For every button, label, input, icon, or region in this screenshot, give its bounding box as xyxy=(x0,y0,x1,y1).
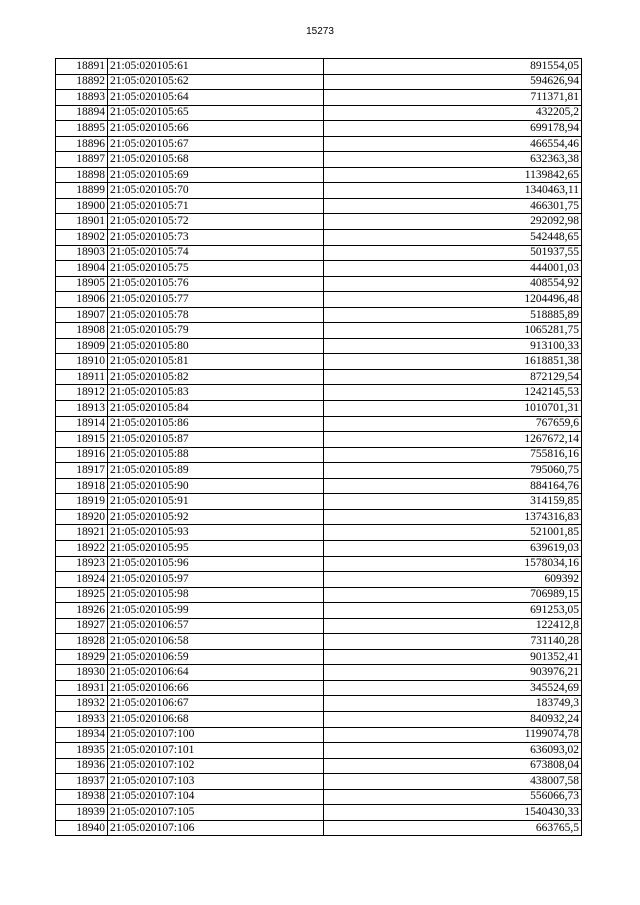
cadastral-number-cell: 21:05:020107:104 xyxy=(108,789,324,805)
cadastral-number-cell: 21:05:020105:78 xyxy=(108,307,324,323)
table-row xyxy=(56,416,582,432)
row-number-cell: 18902 xyxy=(56,230,108,246)
table-row xyxy=(56,463,582,479)
row-number-cell: 18928 xyxy=(56,634,108,650)
cadastral-number-cell: 21:05:020105:74 xyxy=(108,245,324,261)
value-cell: 663765,5 xyxy=(324,820,582,836)
cadastral-number-cell: 21:05:020105:90 xyxy=(108,478,324,494)
cadastral-number-cell: 21:05:020105:97 xyxy=(108,572,324,588)
table-row xyxy=(56,354,582,370)
value-cell: 901352,41 xyxy=(324,649,582,665)
table-body xyxy=(56,59,582,836)
table-row xyxy=(56,245,582,261)
cadastral-number-cell: 21:05:020106:67 xyxy=(108,696,324,712)
table-row xyxy=(56,121,582,137)
table-row xyxy=(56,820,582,836)
value-cell: 891554,05 xyxy=(324,59,582,75)
cadastral-number-cell: 21:05:020105:76 xyxy=(108,276,324,292)
row-number-cell: 18936 xyxy=(56,758,108,774)
cadastral-number-cell: 21:05:020105:77 xyxy=(108,292,324,308)
table-row xyxy=(56,711,582,727)
row-number-cell: 18916 xyxy=(56,447,108,463)
table-row xyxy=(56,214,582,230)
value-cell: 872129,54 xyxy=(324,369,582,385)
cadastral-number-cell: 21:05:020107:105 xyxy=(108,805,324,821)
row-number-cell: 18913 xyxy=(56,401,108,417)
value-cell: 1540430,33 xyxy=(324,805,582,821)
cadastral-number-cell: 21:05:020106:68 xyxy=(108,711,324,727)
row-number-cell: 18917 xyxy=(56,463,108,479)
table-row xyxy=(56,167,582,183)
cadastral-number-cell: 21:05:020105:66 xyxy=(108,121,324,137)
row-number-cell: 18926 xyxy=(56,603,108,619)
table-row xyxy=(56,556,582,572)
value-cell: 1242145,53 xyxy=(324,385,582,401)
row-number-cell: 18904 xyxy=(56,261,108,277)
row-number-cell: 18923 xyxy=(56,556,108,572)
row-number-cell: 18899 xyxy=(56,183,108,199)
row-number-cell: 18937 xyxy=(56,774,108,790)
row-number-cell: 18920 xyxy=(56,509,108,525)
row-number-cell: 18922 xyxy=(56,540,108,556)
table-row xyxy=(56,587,582,603)
value-cell: 609392 xyxy=(324,572,582,588)
cadastral-number-cell: 21:05:020105:96 xyxy=(108,556,324,572)
table-row xyxy=(56,292,582,308)
cadastral-number-cell: 21:05:020106:58 xyxy=(108,634,324,650)
row-number-cell: 18897 xyxy=(56,152,108,168)
table-row xyxy=(56,572,582,588)
table-row xyxy=(56,758,582,774)
cadastral-number-cell: 21:05:020105:68 xyxy=(108,152,324,168)
table-row xyxy=(56,90,582,106)
row-number-cell: 18907 xyxy=(56,307,108,323)
table-row xyxy=(56,401,582,417)
cadastral-number-cell: 21:05:020105:72 xyxy=(108,214,324,230)
table-row xyxy=(56,540,582,556)
cadastral-number-cell: 21:05:020105:86 xyxy=(108,416,324,432)
value-cell: 1065281,75 xyxy=(324,323,582,339)
table-row xyxy=(56,432,582,448)
row-number-cell: 18935 xyxy=(56,743,108,759)
value-cell: 1618851,38 xyxy=(324,354,582,370)
row-number-cell: 18930 xyxy=(56,665,108,681)
row-number-cell: 18903 xyxy=(56,245,108,261)
table-row xyxy=(56,74,582,90)
row-number-cell: 18912 xyxy=(56,385,108,401)
value-cell: 1010701,31 xyxy=(324,401,582,417)
table-row xyxy=(56,649,582,665)
cadastral-number-cell: 21:05:020105:84 xyxy=(108,401,324,417)
cadastral-number-cell: 21:05:020105:99 xyxy=(108,603,324,619)
row-number-cell: 18932 xyxy=(56,696,108,712)
cadastral-number-cell: 21:05:020106:64 xyxy=(108,665,324,681)
cadastral-number-cell: 21:05:020106:59 xyxy=(108,649,324,665)
value-cell: 903976,21 xyxy=(324,665,582,681)
cadastral-number-cell: 21:05:020105:67 xyxy=(108,136,324,152)
cadastral-number-cell: 21:05:020106:57 xyxy=(108,618,324,634)
value-cell: 314159,85 xyxy=(324,494,582,510)
value-cell: 1199074,78 xyxy=(324,727,582,743)
row-number-cell: 18909 xyxy=(56,338,108,354)
value-cell: 1578034,16 xyxy=(324,556,582,572)
cadastral-number-cell: 21:05:020105:75 xyxy=(108,261,324,277)
row-number-cell: 18940 xyxy=(56,820,108,836)
row-number-cell: 18929 xyxy=(56,649,108,665)
row-number-cell: 18914 xyxy=(56,416,108,432)
table-row xyxy=(56,261,582,277)
cadastral-number-cell: 21:05:020107:101 xyxy=(108,743,324,759)
row-number-cell: 18894 xyxy=(56,105,108,121)
value-cell: 636093,02 xyxy=(324,743,582,759)
value-cell: 444001,03 xyxy=(324,261,582,277)
page-number: 15273 xyxy=(306,26,334,37)
cadastral-number-cell: 21:05:020105:65 xyxy=(108,105,324,121)
cadastral-number-cell: 21:05:020105:81 xyxy=(108,354,324,370)
cadastral-number-cell: 21:05:020105:83 xyxy=(108,385,324,401)
value-cell: 840932,24 xyxy=(324,711,582,727)
value-cell: 466301,75 xyxy=(324,198,582,214)
cadastral-number-cell: 21:05:020105:61 xyxy=(108,59,324,75)
row-number-cell: 18933 xyxy=(56,711,108,727)
value-cell: 884164,76 xyxy=(324,478,582,494)
value-cell: 594626,94 xyxy=(324,74,582,90)
row-number-cell: 18891 xyxy=(56,59,108,75)
value-cell: 518885,89 xyxy=(324,307,582,323)
table-row xyxy=(56,447,582,463)
value-cell: 639619,03 xyxy=(324,540,582,556)
table-row xyxy=(56,494,582,510)
value-cell: 292092,98 xyxy=(324,214,582,230)
row-number-cell: 18927 xyxy=(56,618,108,634)
cadastral-number-cell: 21:05:020107:100 xyxy=(108,727,324,743)
row-number-cell: 18918 xyxy=(56,478,108,494)
cadastral-number-cell: 21:05:020107:106 xyxy=(108,820,324,836)
cadastral-number-cell: 21:05:020105:71 xyxy=(108,198,324,214)
table-row xyxy=(56,59,582,75)
row-number-cell: 18931 xyxy=(56,680,108,696)
row-number-cell: 18901 xyxy=(56,214,108,230)
table-row xyxy=(56,789,582,805)
row-number-cell: 18906 xyxy=(56,292,108,308)
table-row xyxy=(56,525,582,541)
row-number-cell: 18911 xyxy=(56,369,108,385)
value-cell: 755816,16 xyxy=(324,447,582,463)
value-cell: 466554,46 xyxy=(324,136,582,152)
value-cell: 432205,2 xyxy=(324,105,582,121)
table-row xyxy=(56,478,582,494)
value-cell: 183749,3 xyxy=(324,696,582,712)
table-row xyxy=(56,774,582,790)
table-row xyxy=(56,323,582,339)
table-row xyxy=(56,509,582,525)
value-cell: 767659,6 xyxy=(324,416,582,432)
table-row xyxy=(56,696,582,712)
table-row xyxy=(56,276,582,292)
row-number-cell: 18915 xyxy=(56,432,108,448)
table-row xyxy=(56,743,582,759)
table-row xyxy=(56,105,582,121)
row-number-cell: 18910 xyxy=(56,354,108,370)
cadastral-number-cell: 21:05:020107:102 xyxy=(108,758,324,774)
cadastral-number-cell: 21:05:020105:89 xyxy=(108,463,324,479)
value-cell: 501937,55 xyxy=(324,245,582,261)
value-cell: 673808,04 xyxy=(324,758,582,774)
value-cell: 1374316,83 xyxy=(324,509,582,525)
row-number-cell: 18895 xyxy=(56,121,108,137)
row-number-cell: 18919 xyxy=(56,494,108,510)
cadastral-number-cell: 21:05:020105:87 xyxy=(108,432,324,448)
row-number-cell: 18893 xyxy=(56,90,108,106)
row-number-cell: 18934 xyxy=(56,727,108,743)
row-number-cell: 18892 xyxy=(56,74,108,90)
table-row xyxy=(56,136,582,152)
row-number-cell: 18896 xyxy=(56,136,108,152)
row-number-cell: 18925 xyxy=(56,587,108,603)
cadastral-number-cell: 21:05:020105:62 xyxy=(108,74,324,90)
table-row xyxy=(56,307,582,323)
table-row xyxy=(56,727,582,743)
cadastral-number-cell: 21:05:020105:82 xyxy=(108,369,324,385)
value-cell: 731140,28 xyxy=(324,634,582,650)
cadastral-number-cell: 21:05:020105:93 xyxy=(108,525,324,541)
value-cell: 632363,38 xyxy=(324,152,582,168)
cadastral-number-cell: 21:05:020105:79 xyxy=(108,323,324,339)
value-cell: 122412,8 xyxy=(324,618,582,634)
row-number-cell: 18924 xyxy=(56,572,108,588)
row-number-cell: 18905 xyxy=(56,276,108,292)
table-row xyxy=(56,230,582,246)
cadastral-number-cell: 21:05:020105:80 xyxy=(108,338,324,354)
value-cell: 1139842,65 xyxy=(324,167,582,183)
cadastral-number-cell: 21:05:020105:92 xyxy=(108,509,324,525)
cadastral-number-cell: 21:05:020105:64 xyxy=(108,90,324,106)
value-cell: 691253,05 xyxy=(324,603,582,619)
table-row xyxy=(56,369,582,385)
value-cell: 542448,65 xyxy=(324,230,582,246)
table-row xyxy=(56,634,582,650)
value-cell: 345524,69 xyxy=(324,680,582,696)
table-row xyxy=(56,338,582,354)
row-number-cell: 18898 xyxy=(56,167,108,183)
cadastral-number-cell: 21:05:020106:66 xyxy=(108,680,324,696)
value-cell: 711371,81 xyxy=(324,90,582,106)
table-row xyxy=(56,385,582,401)
cadastral-number-cell: 21:05:020105:91 xyxy=(108,494,324,510)
value-cell: 556066,73 xyxy=(324,789,582,805)
value-cell: 1204496,48 xyxy=(324,292,582,308)
cadastral-number-cell: 21:05:020105:73 xyxy=(108,230,324,246)
value-cell: 699178,94 xyxy=(324,121,582,137)
row-number-cell: 18900 xyxy=(56,198,108,214)
row-number-cell: 18921 xyxy=(56,525,108,541)
cadastral-number-cell: 21:05:020105:98 xyxy=(108,587,324,603)
table-row xyxy=(56,198,582,214)
table-row xyxy=(56,618,582,634)
cadastral-number-cell: 21:05:020105:70 xyxy=(108,183,324,199)
value-cell: 795060,75 xyxy=(324,463,582,479)
row-number-cell: 18908 xyxy=(56,323,108,339)
table-row xyxy=(56,680,582,696)
value-cell: 1340463,11 xyxy=(324,183,582,199)
value-cell: 521001,85 xyxy=(324,525,582,541)
table-row xyxy=(56,805,582,821)
table-row xyxy=(56,665,582,681)
value-cell: 1267672,14 xyxy=(324,432,582,448)
cadastral-value-table xyxy=(55,58,582,836)
cadastral-number-cell: 21:05:020105:95 xyxy=(108,540,324,556)
value-cell: 706989,15 xyxy=(324,587,582,603)
value-cell: 438007,58 xyxy=(324,774,582,790)
table-row xyxy=(56,603,582,619)
table-row xyxy=(56,152,582,168)
cadastral-number-cell: 21:05:020105:88 xyxy=(108,447,324,463)
cadastral-number-cell: 21:05:020107:103 xyxy=(108,774,324,790)
value-cell: 913100,33 xyxy=(324,338,582,354)
table-row xyxy=(56,183,582,199)
cadastral-number-cell: 21:05:020105:69 xyxy=(108,167,324,183)
row-number-cell: 18939 xyxy=(56,805,108,821)
row-number-cell: 18938 xyxy=(56,789,108,805)
value-cell: 408554,92 xyxy=(324,276,582,292)
